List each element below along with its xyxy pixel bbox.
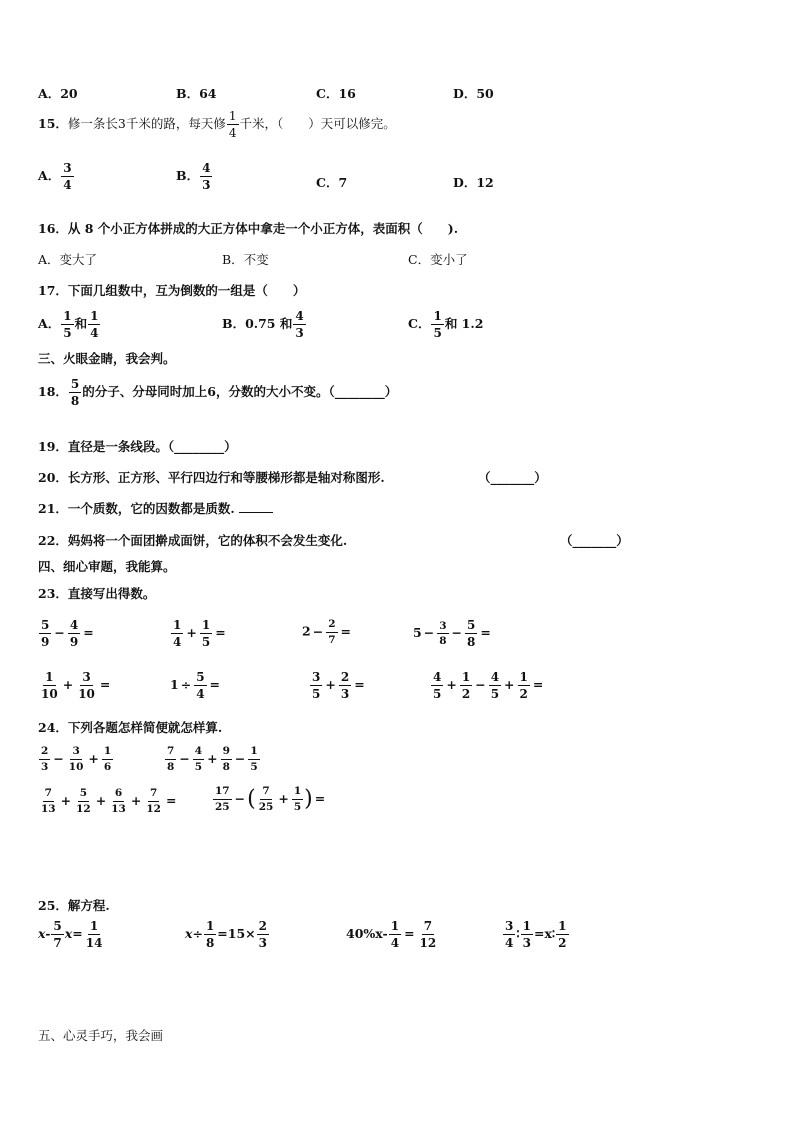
question-24-title: 24．下列各题怎样简便就怎样算.	[38, 720, 223, 735]
q24-expr-2: $\frac{7}{8}$ − $\frac{4}{5}$ + $\frac{9}{8}$ − $\frac{1}{5}$	[167, 745, 258, 773]
section-3-heading: 三、火眼金睛，我会判。	[38, 351, 176, 366]
q14-option-b: B．64	[176, 86, 217, 101]
q25-equation-2: x÷ $\frac{1}{8}$ =15× $\frac{2}{3}$	[185, 919, 267, 950]
question-19: 19．直径是一条线段。（________）	[38, 439, 237, 454]
q15-option-c: C．7	[316, 175, 348, 190]
q24-expr-4: $\frac{17}{25}$ −( $\frac{7}{25}$ + $\frac{1}{5}$ ) =	[215, 785, 326, 813]
q23-expr-7: $\frac{3}{5}$ + $\frac{2}{3}$ =	[312, 670, 365, 701]
q16-option-c: C．变小了	[408, 252, 468, 267]
question-17: 17．下面几组数中，互为倒数的一组是（ ）	[38, 283, 306, 298]
question-18: 18． $\frac{5}{8}$ 的分子、分母同时加上6，分数的大小不变。（________）	[38, 377, 398, 408]
q22-answer-blank[interactable]: （_______）	[560, 533, 629, 548]
q16-option-b: B．不变	[222, 252, 269, 267]
question-21: 21．一个质数，它的因数都是质数.	[38, 499, 273, 517]
q24-expr-3: $\frac{7}{13}$ + $\frac{5}{12}$ + $\frac{6}{13}$ + $\frac{7}{12}$ =	[41, 787, 177, 815]
q23-expr-6: 1 ÷ $\frac{5}{4}$ =	[170, 670, 221, 701]
q15-number: 15．	[38, 116, 68, 131]
q15-fraction: $\frac{1}{4}$	[228, 109, 237, 140]
q23-expr-8: $\frac{4}{5}$ + $\frac{1}{2}$ − $\frac{4}{5}$ + $\frac{1}{2}$ =	[433, 670, 544, 701]
q15-text-pre: 修一条长3千米的路，每天修	[67, 116, 226, 131]
q25-equation-4: $\frac{3}{4}$ ∶ $\frac{1}{3}$ =x∶ $\frac{1}{2}$	[505, 919, 567, 950]
q15-text-post: 千米，（ ）天可以修完。	[239, 116, 396, 131]
q14-option-c: C．16	[316, 86, 356, 101]
question-20: 20．长方形、正方形、平行四边行和等腰梯形都是轴对称图形.	[38, 470, 385, 485]
q25-equation-3: 40%x- $\frac{1}{4}$ = $\frac{7}{12}$	[346, 919, 437, 950]
q23-expr-5: $\frac{1}{10}$ + $\frac{3}{10}$ =	[41, 670, 111, 701]
q14-option-d: D．50	[453, 86, 494, 101]
q16-option-a: A．变大了	[38, 252, 98, 267]
question-23-title: 23．直接写出得数。	[38, 586, 156, 601]
section-4-heading: 四、细心审题，我能算。	[38, 559, 176, 574]
q15-option-d: D．12	[453, 175, 494, 190]
q23-expr-3: 2 − $\frac{2}{7}$ =	[302, 618, 351, 646]
q15-option-b: B． $\frac{4}{3}$	[176, 161, 211, 192]
q23-expr-4: 5 − $\frac{3}{8}$ − $\frac{5}{8}$ =	[413, 618, 491, 649]
q14-option-a: A．20	[38, 86, 78, 101]
q17-option-b: B．0.75 和 $\frac{4}{3}$	[222, 309, 304, 340]
q17-option-c: C． $\frac{1}{5}$ 和 1.2	[408, 309, 484, 340]
question-16: 16．从 8 个小正方体拼成的大正方体中拿走一个小正方体，表面积（ ).	[38, 221, 459, 236]
q17-option-a: A． $\frac{1}{5}$ 和 $\frac{1}{4}$	[38, 309, 99, 340]
question-22: 22．妈妈将一个面团擀成面饼，它的体积不会发生变化.	[38, 533, 348, 548]
q15-option-a: A． $\frac{3}{4}$	[38, 161, 72, 192]
q21-answer-blank[interactable]	[239, 512, 273, 513]
question-25-title: 25．解方程.	[38, 898, 110, 913]
q23-expr-1: $\frac{5}{9}$ − $\frac{4}{9}$ =	[41, 618, 94, 649]
section-5-heading: 五、心灵手巧，我会画	[38, 1028, 164, 1043]
question-15	[38, 110, 396, 139]
q23-expr-2: $\frac{1}{4}$ + $\frac{1}{5}$ =	[173, 618, 226, 649]
q20-answer-blank[interactable]: （_______）	[478, 470, 547, 485]
q24-expr-1: $\frac{2}{3}$ − $\frac{3}{10}$ + $\frac{1}{6}$	[41, 745, 112, 773]
q25-equation-1: x- $\frac{5}{7}$ x= $\frac{1}{14}$	[38, 919, 103, 950]
